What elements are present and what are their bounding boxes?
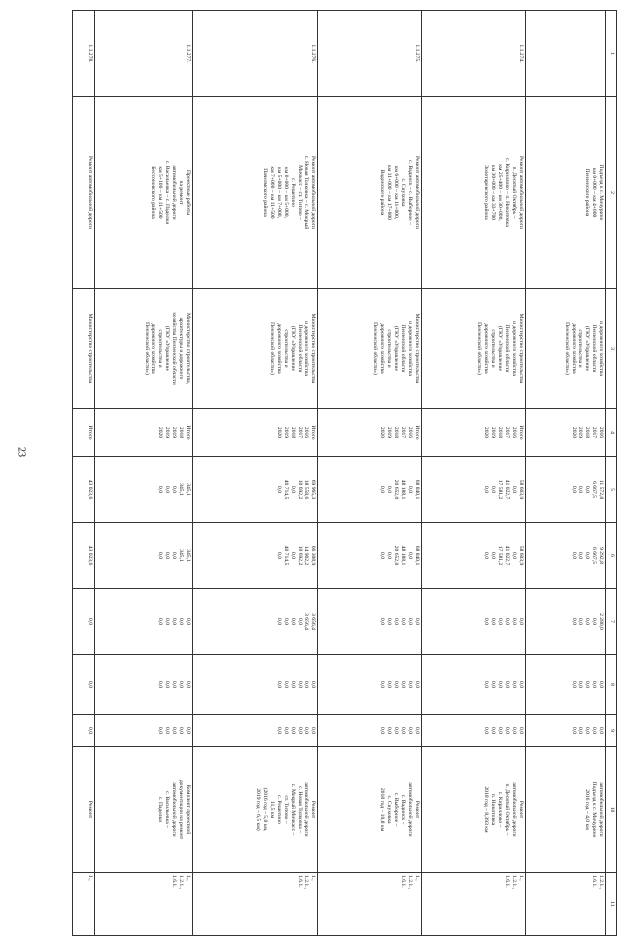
amount-value: 0,0 [510, 552, 517, 559]
period-value: 2019 [577, 426, 584, 439]
amount-cell-c5 [318, 457, 422, 523]
amount-value: 0,0 [503, 681, 510, 688]
amount-value: 0,0 [400, 727, 407, 734]
period-value: Итого [413, 425, 420, 440]
amount-cell-c9 [525, 715, 606, 747]
col-header-7: 7 [606, 589, 617, 655]
amount-value: 0,0 [577, 681, 584, 688]
amount-value: 0,0 [289, 618, 296, 625]
amount-value: 0,0 [496, 681, 503, 688]
amount-value: 6 667,5 [591, 547, 598, 564]
amount-value: 0,0 [310, 681, 317, 688]
amount-value: 48 188,1 [400, 545, 407, 566]
period-value: Итого [517, 425, 524, 440]
period-value: 2019 [171, 426, 178, 439]
amount-value: 345,1 [178, 483, 185, 496]
col-header-1: 1 [606, 11, 617, 97]
amount-value: 0,0 [379, 552, 386, 559]
period-value: Итого [184, 425, 191, 440]
period-value: 2019 [386, 426, 393, 439]
amount-value: 0,0 [496, 727, 503, 734]
executor: и дорожного хозяйства Пензенской области (ГКУ «Управление строительства и дорожного хозяйства Пензенской области») [525, 289, 606, 409]
amount-value: 0,0 [489, 552, 496, 559]
amount-value: 0,0 [296, 681, 303, 688]
measure-name: Ремонт автомобильной дороги п. Десятый Октябрь – с. Кириллово – п. Никитовка км 25+400 – км 30+000, км 30+000 – км 33+700 Золотаревского района [421, 97, 525, 289]
item-number [525, 11, 606, 97]
amount-cell-c9 [318, 715, 422, 747]
item-number: 1.1.277. [94, 11, 192, 97]
period-value: 2018 [393, 426, 400, 439]
period-cell [192, 409, 317, 457]
amount-value: 0,0 [482, 486, 489, 493]
amount-value: 2 280,0 [598, 613, 605, 630]
amount-value: 0,0 [289, 486, 296, 493]
amount-value: 0,0 [510, 618, 517, 625]
amount-cell-c9 [73, 715, 95, 747]
amount-value: 0,0 [275, 727, 282, 734]
amount-cell-c6 [318, 523, 422, 589]
period-value: 2019 [282, 426, 289, 439]
amount-value: 43 023,6 [86, 479, 93, 500]
rotated-page [72, 10, 617, 907]
amount-value: 0,0 [171, 618, 178, 625]
col-header-2: 2 [606, 97, 617, 289]
period-cell [73, 409, 95, 457]
amount-value: 3 656,4 [303, 613, 310, 630]
period-value: 2018 [584, 426, 591, 439]
amount-value: 0,0 [407, 727, 414, 734]
amount-value: 0,0 [482, 727, 489, 734]
amount-value: 0,0 [407, 552, 414, 559]
amount-value: 40 714,5 [282, 545, 289, 566]
executor: Министерство строительства и дорожного хозяйства Пензенской области (ГКУ «Управление строительства и дорожного хозяйства Пензенской области») [192, 289, 317, 409]
amount-value: 0,0 [379, 681, 386, 688]
amount-cell-c5 [192, 457, 317, 523]
amount-cell-c6 [525, 523, 606, 589]
amount-value: 0,0 [386, 727, 393, 734]
amount-value: 0,0 [86, 727, 93, 734]
measure-name: Ремонт автомобильной дороги с. Новая Толковка – с. Мокрый Мичкасс – ст. Титово – с. Решетино км 0+000 – км 5+000, км 5+000 – км 7+000, км 7+000 – км 11+500 Пачелмского района [192, 97, 317, 289]
amount-value: 0,0 [413, 727, 420, 734]
amount-value: 58 603,9 [517, 479, 524, 500]
amount-cell-c6 [94, 523, 192, 589]
amount-value: 0,0 [289, 552, 296, 559]
period-value: 2020 [157, 426, 164, 439]
table-row [318, 11, 422, 936]
program-table-container [72, 10, 617, 907]
amount-value: 0,0 [386, 618, 393, 625]
amount-value: 0,0 [400, 681, 407, 688]
amount-cell-c7 [525, 589, 606, 655]
amount-value: 0,0 [598, 727, 605, 734]
amount-cell-c7 [318, 589, 422, 655]
table-row [192, 11, 317, 936]
period-cell [94, 409, 192, 457]
period-value: 2018 [178, 426, 185, 439]
amount-value: 0,0 [489, 486, 496, 493]
period-value: 2016 [510, 426, 517, 439]
amount-value: 0,0 [517, 727, 524, 734]
period-value: 2017 [503, 426, 510, 439]
page-number-area [0, 0, 42, 905]
amount-value: 68 840,1 [413, 479, 420, 500]
item-number: 1.1.276. [192, 11, 317, 97]
amount-value: 0,0 [171, 681, 178, 688]
amount-value: 0,0 [503, 727, 510, 734]
period-value: 2016 [407, 426, 414, 439]
amount-value: 0,0 [164, 486, 171, 493]
amount-cell-c8 [525, 655, 606, 715]
period-value: 2016 [303, 426, 310, 439]
amount-value: 14 902,2 [303, 545, 310, 566]
amount-value: 0,0 [171, 727, 178, 734]
amount-cell-c8 [192, 655, 317, 715]
amount-value: 0,0 [584, 681, 591, 688]
amount-value: 0,0 [379, 727, 386, 734]
amount-value: 3 656,4 [310, 613, 317, 630]
amount-value: 0,0 [275, 618, 282, 625]
col-header-6: 6 [606, 523, 617, 589]
amount-value: 0,0 [393, 618, 400, 625]
amount-cell-c8 [73, 655, 95, 715]
amount-value: 0,0 [489, 681, 496, 688]
period-value: Итого [86, 425, 93, 440]
amount-value: 0,0 [517, 618, 524, 625]
amount-cell-c8 [318, 655, 422, 715]
amount-value: 0,0 [296, 727, 303, 734]
amount-value: 0,0 [482, 552, 489, 559]
amount-cell-c6 [421, 523, 525, 589]
item-number: 1.1.274. [421, 11, 525, 97]
amount-value: 0,0 [171, 552, 178, 559]
amount-value: 11 572,8 [598, 479, 605, 500]
amount-cell-c5 [94, 457, 192, 523]
indicator-numbers: 1., 1.2.1., 1.6.1. [318, 873, 422, 936]
amount-value: 0,0 [289, 727, 296, 734]
amount-value: 66 308,9 [310, 545, 317, 566]
measure-name: Подъезд к с. Мичурино км 0+000 – км 4+000 Пензенского района [525, 97, 606, 289]
amount-value: 40 714,5 [282, 479, 289, 500]
col-header-5: 5 [606, 457, 617, 523]
amount-value: 345,1 [178, 549, 185, 562]
col-header-9: 9 [606, 715, 617, 747]
amount-value: 0,0 [275, 486, 282, 493]
header-row [606, 11, 617, 936]
col-header-8: 8 [606, 655, 617, 715]
expected-result: Ремонт автомобильной дороги с. Новая Толковка – с. Мокрый Мичкасс – ст. Титово – с. Решетино 11,5 км (2016 год – 5,0 км, 2019 год – 6,5 км) [192, 747, 317, 873]
amount-value: 0,0 [503, 618, 510, 625]
expected-result: автомобильной дороги Подъезд к с. Мичурино 2016 год – 4,0 км [525, 747, 606, 873]
period-value: 2020 [482, 426, 489, 439]
amount-value: 0,0 [584, 618, 591, 625]
measure-name: Ремонт автомобильной дороги [73, 97, 95, 289]
col-header-3: 3 [606, 289, 617, 409]
period-value: 2018 [496, 426, 503, 439]
col-header-10: 10 [606, 747, 617, 873]
amount-value: 9 292,8 [598, 547, 605, 564]
amount-cell-c7 [94, 589, 192, 655]
table-row [421, 11, 525, 936]
amount-cell-c8 [94, 655, 192, 715]
amount-value: 0,0 [275, 552, 282, 559]
expected-result: Ремонт автомобильной дороги п. Десятый Октябрь – с. Кириллово – п. Никитовка 2018 год – 8,393 км [421, 747, 525, 873]
amount-value: 6 667,5 [591, 481, 598, 498]
executor: Министерство строительства и дорожного хозяйства Пензенской области (ГКУ «Управление строительства и дорожного хозяйства Пензенской области») [318, 289, 422, 409]
amount-cell-c9 [421, 715, 525, 747]
amount-value: 0,0 [570, 727, 577, 734]
amount-value: 0,0 [178, 727, 185, 734]
indicator-numbers: 1.2.1., 1.6.1. [525, 873, 606, 936]
amount-value: 41 022,7 [503, 479, 510, 500]
amount-value: 0,0 [386, 486, 393, 493]
indicator-numbers: 1., 1.2.1., 1.6.1. [192, 873, 317, 936]
amount-value: 0,0 [379, 486, 386, 493]
amount-value: 0,0 [591, 618, 598, 625]
amount-cell-c7 [192, 589, 317, 655]
amount-value: 0,0 [413, 681, 420, 688]
col-header-4: 4 [606, 409, 617, 457]
amount-value: 17 581,2 [496, 479, 503, 500]
period-value: 2017 [400, 426, 407, 439]
expected-result: Комплект проектной документации на ремонт автомобильной дороги с. Васильевка – с. Паделки [94, 747, 192, 873]
amount-value: 0,0 [157, 727, 164, 734]
amount-value: 0,0 [289, 681, 296, 688]
amount-value: 0,0 [489, 618, 496, 625]
expected-result: Ремонт автомобильной дороги с. Вадинск – с. Выборное – с. Сиуховка 2018 год – 10,8 км [318, 747, 422, 873]
amount-value: 48 188,1 [400, 479, 407, 500]
amount-cell-c7 [73, 589, 95, 655]
page-number: 23 [15, 447, 27, 457]
amount-value: 0,0 [157, 486, 164, 493]
amount-value: 0,0 [157, 681, 164, 688]
period-value: Итого [310, 425, 317, 440]
period-cell [525, 409, 606, 457]
amount-cell-c6 [73, 523, 95, 589]
amount-value: 0,0 [570, 486, 577, 493]
amount-value: 0,0 [296, 618, 303, 625]
amount-cell-c9 [192, 715, 317, 747]
period-value: 2020 [570, 426, 577, 439]
amount-cell-c5 [421, 457, 525, 523]
amount-value: 0,0 [400, 618, 407, 625]
amount-value: 0,0 [310, 727, 317, 734]
amount-value: 0,0 [584, 486, 591, 493]
amount-value: 41 022,7 [503, 545, 510, 566]
col-header-11: 11 [606, 873, 617, 936]
amount-cell-c5 [525, 457, 606, 523]
amount-value: 0,0 [86, 618, 93, 625]
period-value: 2017 [296, 426, 303, 439]
executor: Министерство строительства, архитектуры и дорожного хозяйства Пензенской области (ГКУ «Управление строительства и дорожного хозяйства Пензенской области») [94, 289, 192, 409]
amount-value: 345,1 [184, 549, 191, 562]
amount-value: 10 692,2 [296, 479, 303, 500]
amount-value: 0,0 [157, 618, 164, 625]
amount-cell-c7 [421, 589, 525, 655]
amount-value: 0,0 [164, 727, 171, 734]
table-row [73, 11, 95, 936]
amount-cell-c9 [94, 715, 192, 747]
amount-value: 0,0 [407, 486, 414, 493]
period-value: 2018 [289, 426, 296, 439]
amount-value: 0,0 [577, 552, 584, 559]
amount-value: 0,0 [584, 552, 591, 559]
amount-value: 20 652,0 [393, 545, 400, 566]
amount-value: 20 652,0 [393, 479, 400, 500]
amount-value: 0,0 [303, 681, 310, 688]
indicator-numbers: 1., 1.2.1., 1.6.1. [94, 873, 192, 936]
amount-value: 0,0 [489, 727, 496, 734]
amount-value: 0,0 [178, 618, 185, 625]
amount-value: 0,0 [303, 727, 310, 734]
amount-value: 0,0 [510, 681, 517, 688]
amount-value: 0,0 [282, 618, 289, 625]
amount-value: 0,0 [577, 486, 584, 493]
period-cell [318, 409, 422, 457]
period-value: 2020 [379, 426, 386, 439]
expected-result: Ремонт [73, 747, 95, 873]
amount-value: 0,0 [393, 681, 400, 688]
measure-name: Ремонт автомобильной дороги с. Вадинск – с. Выборное – с. Сиуховка км 6+000 – км 11+000, км 11+000 – км 17+000 Вадинского района [318, 97, 422, 289]
amount-value: 0,0 [171, 486, 178, 493]
period-cell [421, 409, 525, 457]
amount-value: 0,0 [393, 727, 400, 734]
amount-value: 0,0 [591, 681, 598, 688]
amount-value: 18 558,6 [303, 479, 310, 500]
amount-value: 0,0 [570, 552, 577, 559]
executor: Министерство строительства [73, 289, 95, 409]
period-value: 2016 [598, 426, 605, 439]
amount-value: 0,0 [184, 727, 191, 734]
amount-value: 0,0 [386, 552, 393, 559]
period-value: 2020 [275, 426, 282, 439]
amount-value: 0,0 [386, 681, 393, 688]
table-row [525, 11, 606, 936]
indicator-numbers: 1., [73, 873, 95, 936]
amount-value: 0,0 [413, 618, 420, 625]
amount-value: 0,0 [282, 727, 289, 734]
amount-value: 0,0 [591, 727, 598, 734]
amount-value: 0,0 [164, 618, 171, 625]
amount-cell-c5 [73, 457, 95, 523]
item-number: 1.1.278. [73, 11, 95, 97]
amount-value: 69 965,3 [310, 479, 317, 500]
amount-value: 0,0 [86, 681, 93, 688]
amount-value: 0,0 [379, 618, 386, 625]
amount-value: 0,0 [570, 681, 577, 688]
measure-name: Проектные работы на ремонт автомобильной дороги с. Васильевка – с. Паделки км 5+100 – км 11+500 Бессоновского района [94, 97, 192, 289]
amount-value: 0,0 [275, 681, 282, 688]
amount-value: 0,0 [570, 618, 577, 625]
amount-value: 0,0 [598, 681, 605, 688]
amount-value: 0,0 [482, 681, 489, 688]
amount-value: 0,0 [164, 552, 171, 559]
amount-value: 0,0 [157, 552, 164, 559]
indicator-numbers: 1., 1.2.1., 1.6.1. [421, 873, 525, 936]
program-table [72, 10, 617, 936]
item-number: 1.1.275. [318, 11, 422, 97]
amount-value: 43 023,6 [86, 545, 93, 566]
executor: Министерство строительства и дорожного хозяйства Пензенской области (ГКУ «Управление строительства и дорожного хозяйства Пензенской области») [421, 289, 525, 409]
table-row [94, 11, 192, 936]
amount-value: 0,0 [577, 618, 584, 625]
amount-value: 0,0 [184, 618, 191, 625]
amount-value: 0,0 [164, 681, 171, 688]
amount-value: 0,0 [496, 618, 503, 625]
amount-value: 0,0 [407, 681, 414, 688]
amount-value: 345,1 [184, 483, 191, 496]
amount-value: 10 692,2 [296, 545, 303, 566]
amount-value: 0,0 [510, 727, 517, 734]
amount-value: 0,0 [282, 681, 289, 688]
amount-value: 58 603,9 [517, 545, 524, 566]
amount-value: 0,0 [517, 681, 524, 688]
amount-cell-c6 [192, 523, 317, 589]
amount-value: 0,0 [510, 486, 517, 493]
period-value: 2019 [164, 426, 171, 439]
amount-value: 0,0 [584, 727, 591, 734]
amount-value: 0,0 [407, 618, 414, 625]
amount-value: 0,0 [577, 727, 584, 734]
amount-value: 17 581,2 [496, 545, 503, 566]
amount-value: 68 840,1 [413, 545, 420, 566]
amount-value: 0,0 [184, 681, 191, 688]
amount-cell-c8 [421, 655, 525, 715]
period-value: 2017 [591, 426, 598, 439]
amount-value: 0,0 [482, 618, 489, 625]
amount-value: 0,0 [178, 681, 185, 688]
period-value: 2019 [489, 426, 496, 439]
